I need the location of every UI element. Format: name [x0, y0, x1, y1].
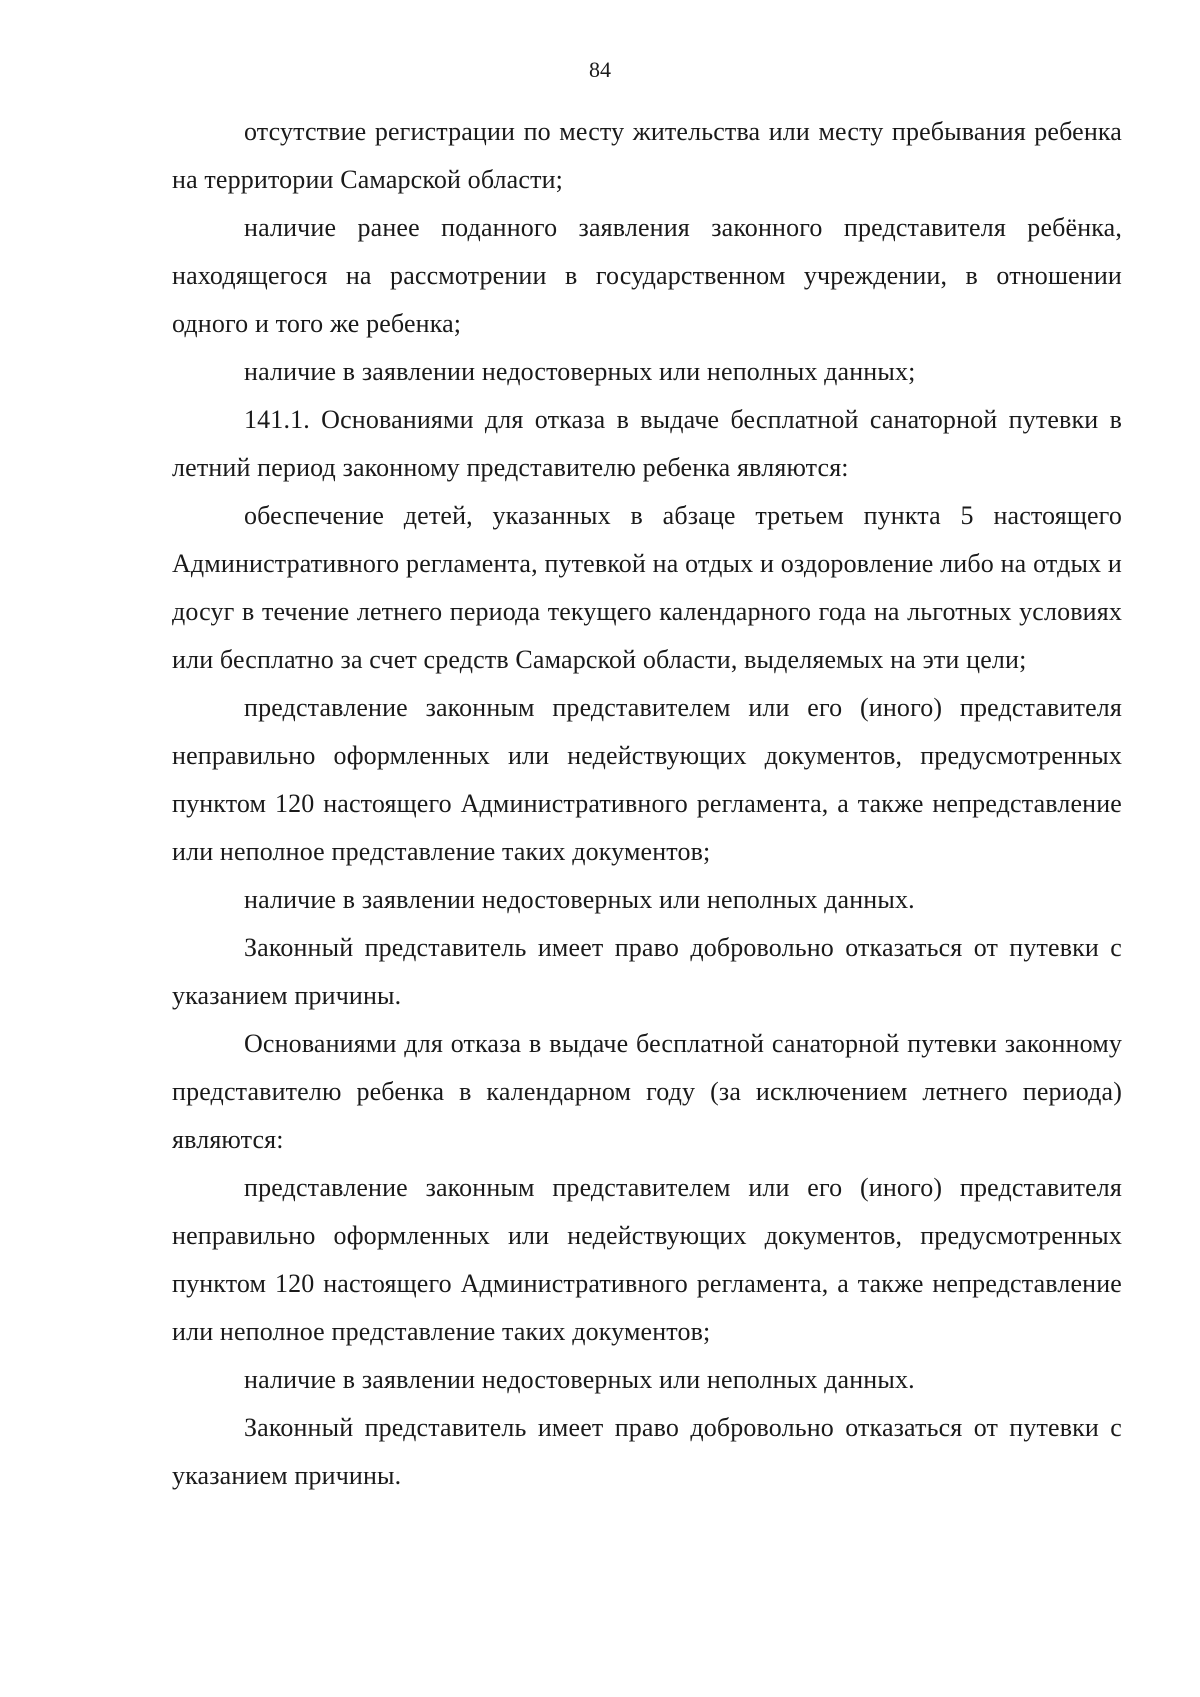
- page-number: 84: [589, 57, 611, 82]
- paragraph-previous-application: наличие ранее поданного заявления законного представителя ребёнка, находящегося на рассмотрении в государственном учреждении, в отношении одного и того же ребенка;: [172, 213, 1122, 338]
- paragraph-141-1-summer-refusal-grounds: 141.1. Основаниями для отказа в выдаче бесплатной санаторной путевки в летний период законному представителю ребенка являются:: [172, 405, 1122, 482]
- paragraph-improper-documents: представление законным представителем или его (иного) представителя неправильно оформленных или недействующих документов, предусмотренных пунктом 120 настоящего Административного регламента, а также непредставление или неполное представление таких документов;: [172, 1173, 1122, 1346]
- paragraph-voluntary-refusal: Законный представитель имеет право добровольно отказаться от путевки с указанием причины.: [172, 1413, 1122, 1490]
- paragraph-invalid-data: наличие в заявлении недостоверных или неполных данных.: [244, 885, 915, 914]
- paragraph-voluntary-refusal: Законный представитель имеет право добровольно отказаться от путевки с указанием причины.: [172, 933, 1122, 1010]
- paragraph-invalid-data: наличие в заявлении недостоверных или неполных данных;: [244, 357, 916, 386]
- paragraph-calendar-year-refusal-grounds: Основаниями для отказа в выдаче бесплатной санаторной путевки законному представителю ребенка в календарном году (за исключением летнего периода) являются:: [172, 1029, 1122, 1154]
- paragraph-improper-documents: представление законным представителем или его (иного) представителя неправильно оформленных или недействующих документов, предусмотренных пунктом 120 настоящего Административного регламента, а также непредставление или неполное представление таких документов;: [172, 693, 1122, 866]
- document-body: [172, 108, 1122, 1500]
- paragraph-no-registration: отсутствие регистрации по месту жительства или месту пребывания ребенка на территории Самарской области;: [172, 117, 1122, 194]
- paragraph-children-already-provided: обеспечение детей, указанных в абзаце третьем пункта 5 настоящего Административного регламента, путевкой на отдых и оздоровление либо на отдых и досуг в течение летнего периода текущего календарного года на льготных условиях или бесплатно за счет средств Самарской области, выделяемых на эти цели;: [172, 501, 1122, 674]
- paragraph-invalid-data: наличие в заявлении недостоверных или неполных данных.: [244, 1365, 915, 1394]
